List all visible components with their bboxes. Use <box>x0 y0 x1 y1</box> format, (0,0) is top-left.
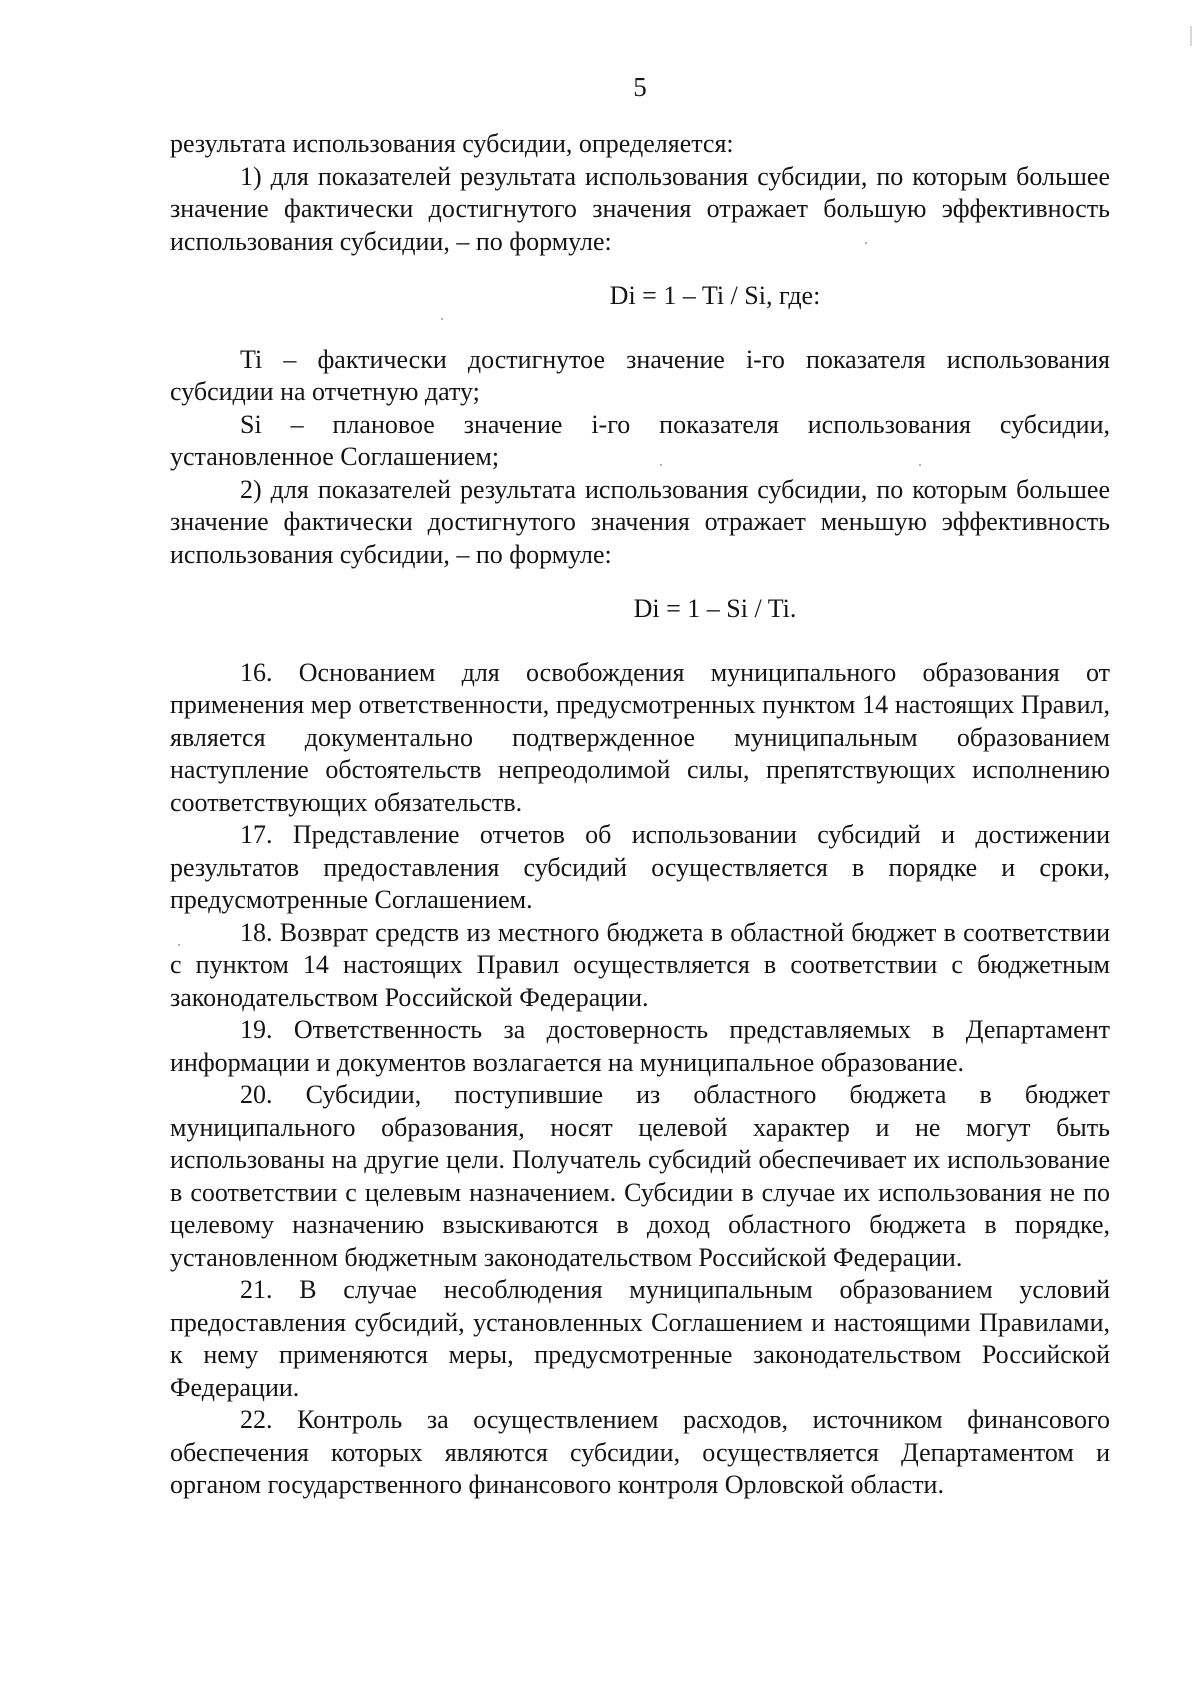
formula-2: Di = 1 – Si / Ti. <box>633 594 797 623</box>
paragraph-16: 16. Основанием для освобождения муниципального образования от применения мер ответственности, предусмотренных пунктом 14 настоящих Правил, является документально подтвержденное муниципальным образованием наступление обстоятельств непреодолимой силы, препятствующих исполнению соответствующих обязательств. <box>170 657 1110 817</box>
page-number: 5 <box>633 72 647 102</box>
paragraph-continuation: результата использования субсидии, определяется: <box>170 129 734 158</box>
paragraph-21: 21. В случае несоблюдения муниципальным образованием условий предоставления субсидий, установленных Соглашением и настоящими Правилами, к нему применяются меры, предусмотренные законодательством Российской Федерации. <box>170 1275 1110 1402</box>
formula-1: Di = 1 – Ti / Si, где: <box>609 281 821 310</box>
paragraph-item-1: 1) для показателей результата использования субсидии, по которым большее значение фактически достигнутого значения отражает большую эффективность использования субсидии, – по формуле: <box>170 161 1110 256</box>
paragraph-19: 19. Ответственность за достоверность представляемых в Департамент информации и документов возлагается на муниципальное образование. <box>170 1015 1110 1077</box>
document-body <box>170 128 1110 1502</box>
paragraph-20: 20. Субсидии, поступившие из областного бюджета в бюджет муниципального образования, носят целевой характер и не могут быть использованы на другие цели. Получатель субсидий обеспечивает их использование в соответствии с целевым назначением. Субсидии в случае их использования не по целевому назначению взыскиваются в доход областного бюджета в порядке, установленном бюджетным законодательством Российской Федерации. <box>170 1080 1110 1272</box>
paragraph-17: 17. Представление отчетов об использовании субсидий и достижении результатов предоставления субсидий осуществляется в порядке и сроки, предусмотренные Соглашением. <box>170 820 1110 914</box>
paragraph-ti-definition: Ti – фактически достигнутое значение i-го показателя использования субсидии на отчетную дату; <box>170 344 1110 406</box>
paragraph-22: 22. Контроль за осуществлением расходов, источником финансового обеспечения которых являются субсидии, осуществляется Департаментом и органом государственного финансового контроля Орловской области. <box>170 1405 1110 1499</box>
paragraph-si-definition: Si – плановое значение i-го показателя использования субсидии, установленное Соглашением; <box>170 409 1110 471</box>
scan-edge-mark <box>1190 26 1192 46</box>
document-page <box>170 0 1110 1703</box>
paragraph-item-2: 2) для показателей результата использования субсидии, по которым большее значение фактически достигнутого значения отражает меньшую эффективность использования субсидии, – по формуле: <box>170 474 1110 569</box>
paragraph-18: 18. Возврат средств из местного бюджета в областной бюджет в соответствии с пунктом 14 настоящих Правил осуществляется в соответствии с бюджетным законодательством Российской Федерации. <box>170 917 1110 1012</box>
